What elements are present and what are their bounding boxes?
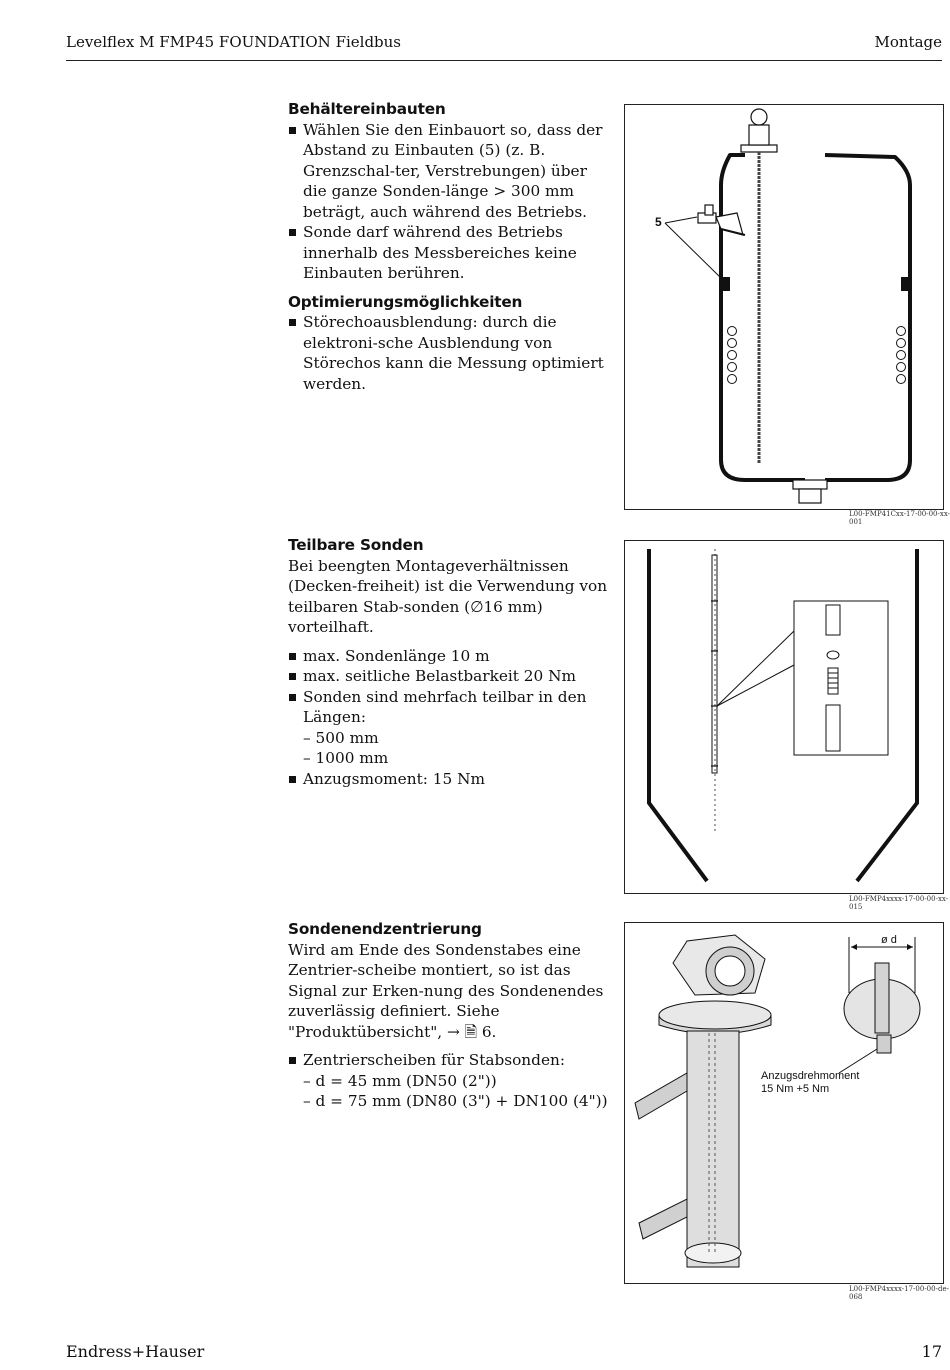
fig-label-5: 5: [655, 215, 662, 229]
tank-installation-figure: [624, 104, 944, 510]
section-heading: Optimierungsmöglichkeiten: [288, 292, 523, 311]
torque-label-line2: 15 Nm +5 Nm: [761, 1083, 830, 1095]
section-teilbare-sonden: [288, 535, 613, 789]
section-behaeltereinbauten: [288, 99, 613, 394]
list-item: Sonde darf während des Betriebs innerhalb des Messbereiches keine Einbauten berühren.: [288, 222, 613, 284]
dash-item: – d = 45 mm (DN50 (2")): [303, 1071, 497, 1090]
figure-code: L00-FMP41Cxx-17-00-00-xx-001: [849, 510, 950, 526]
diameter-label: ø d: [881, 934, 897, 946]
section-sondenendzentrierung: [288, 919, 613, 1112]
segmented-probe-figure: [624, 540, 944, 894]
spacer: [288, 284, 613, 292]
list-item: Sonden sind mehrfach teilbar in den Längen:: [288, 687, 613, 728]
section-paragraph: Bei beengten Montageverhältnissen (Decken-freiheit) ist die Verwendung von teilbaren Stab-sonden (∅16 mm) vorteilhaft.: [288, 556, 608, 636]
list-item: Zentrierscheiben für Stabsonden:: [288, 1050, 613, 1071]
silo-drawing: [625, 541, 943, 893]
centering-drawing: [625, 923, 943, 1283]
dash-item: – 1000 mm: [303, 749, 389, 767]
spacer: [288, 638, 613, 646]
bullet-list: [288, 1050, 613, 1071]
list-item: Anzugsmoment: 15 Nm: [288, 769, 613, 790]
figure-code: L00-FMP4xxxx-17-00-00-xx-015: [849, 895, 949, 911]
dash-item: – d = 75 mm (DN80 (3") + DN100 (4")): [303, 1092, 608, 1110]
list-item: Wählen Sie den Einbauort so, dass der Abstand zu Einbauten (5) (z. B. Grenzschal-ter, Verstrebungen) über die ganze Sonden-länge > 300 mm beträgt, auch während des Betriebs.: [288, 120, 613, 223]
spacer: [288, 1042, 613, 1050]
tank-drawing: [625, 105, 943, 509]
list-item: Störechoausblendung: durch die elektroni-sche Ausblendung von Störechos kann die Messung optimiert werden.: [288, 312, 613, 394]
section-heading: Sondenendzentrierung: [288, 920, 482, 938]
bullet-list: [288, 312, 613, 394]
bullet-list: [288, 646, 613, 728]
torque-label-line1: Anzugsdrehmoment: [761, 1070, 860, 1082]
list-item: max. Sondenlänge 10 m: [288, 646, 613, 667]
bullet-list: [288, 769, 613, 790]
section-paragraph: Wird am Ende des Sondenstabes eine Zentrier-scheibe montiert, so ist das Signal zur Erken-nung des Sondenendes zuverlässig definiert. Siehe "Produktübersicht", → 🗎 6.: [288, 940, 604, 1041]
dash-item: – 500 mm: [303, 728, 379, 747]
section-heading: Teilbare Sonden: [288, 536, 424, 554]
header-rule: [66, 60, 942, 61]
list-item: max. seitliche Belastbarkeit 20 Nm: [288, 666, 613, 687]
footer-page-number: 17: [921, 1342, 942, 1361]
section-heading: Behältereinbauten: [288, 100, 446, 118]
page-header-section: Montage: [874, 33, 942, 51]
page-header-title: Levelflex M FMP45 FOUNDATION Fieldbus: [66, 33, 402, 51]
footer-brand: Endress+Hauser: [66, 1342, 205, 1361]
bullet-list: [288, 120, 613, 284]
centering-disc-figure: [624, 922, 944, 1284]
figure-code: L00-FMP4xxxx-17-00-00-de-068: [849, 1285, 949, 1301]
